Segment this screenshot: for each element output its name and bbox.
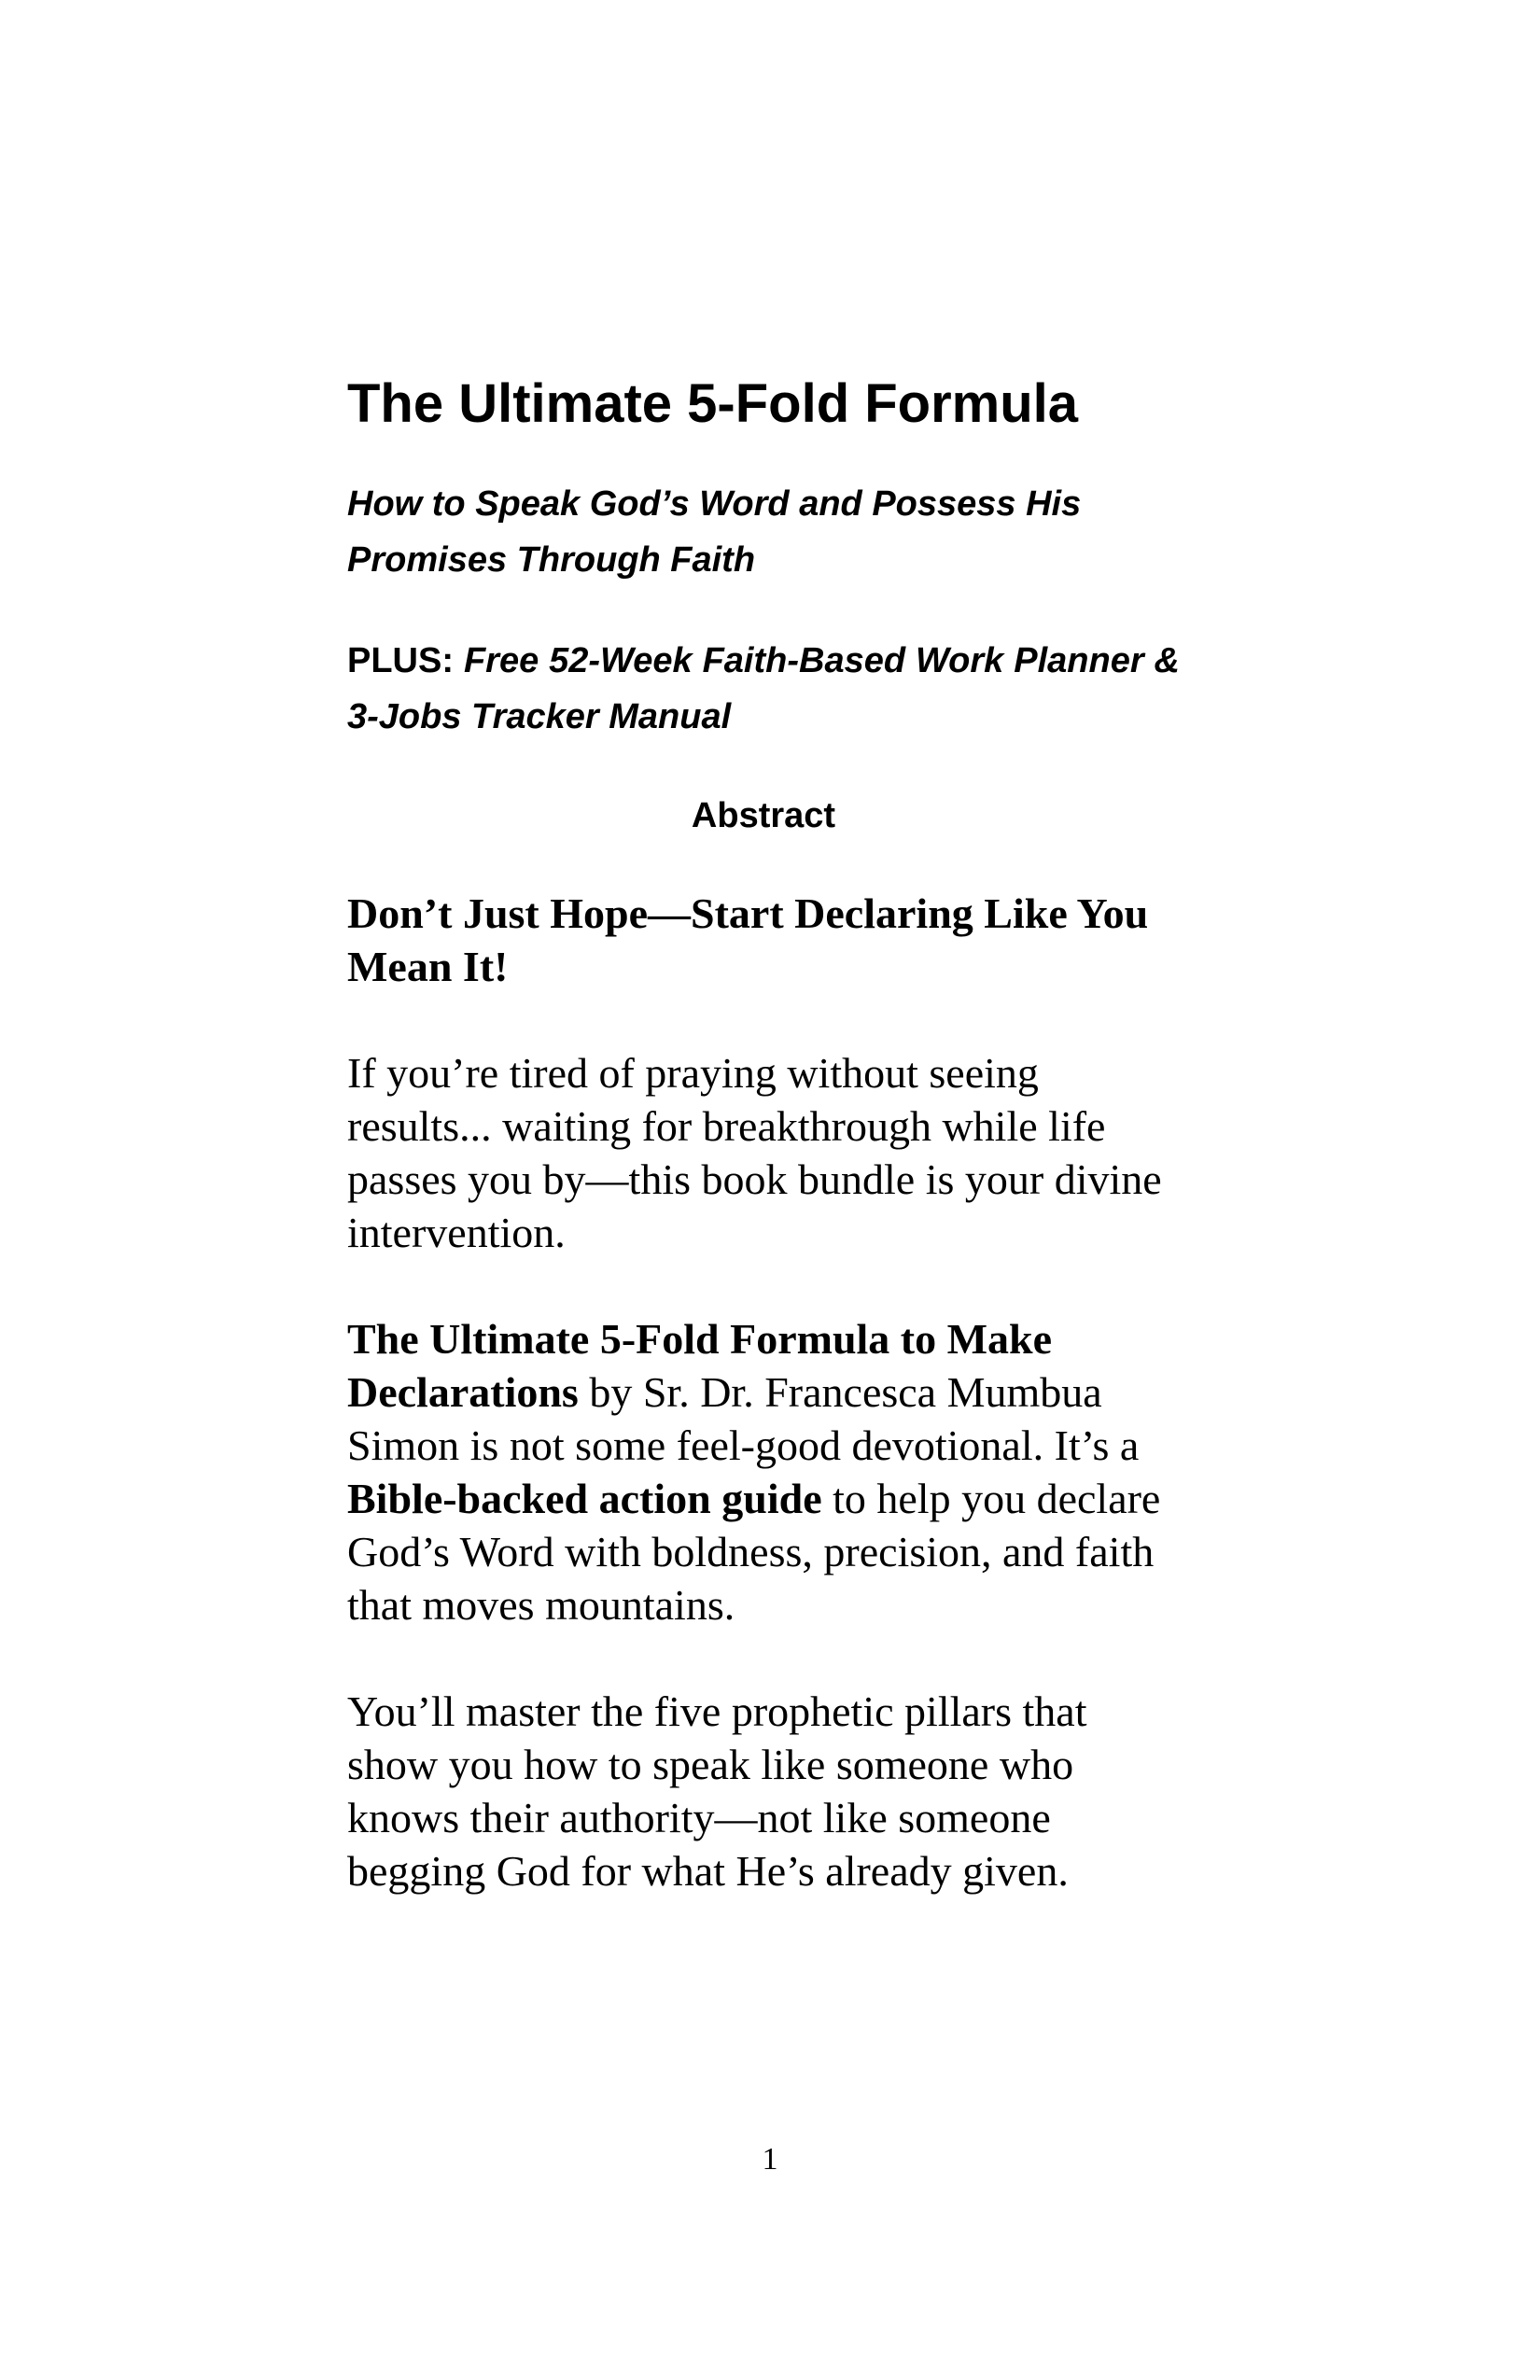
book-title-bold: The Ultimate 5-Fold Formula to Make Declarations	[347, 1314, 1053, 1416]
paragraph-pillars: You’ll master the five prophetic pillars that show you how to speak like someone who knows their authority—not like someone begging God for what He’s already given.	[347, 1687, 1087, 1895]
headline: Don’t Just Hope—Start Declaring Like You Mean It!	[347, 889, 1149, 990]
description-text-1: by Sr. Dr. Francesca Mumbua Simon is not some feel-good devotional. It’s a	[347, 1367, 1140, 1469]
page-title: The Ultimate 5-Fold Formula	[347, 373, 1079, 434]
paragraph-intro: If you’re tired of praying without seeing results... waiting for breakthrough while life passes you by—this book bundle is your divine intervention.	[347, 1048, 1162, 1256]
plus-text: Free 52-Week Faith-Based Work Planner & 3-Jobs Tracker Manual	[347, 640, 1180, 736]
action-guide-bold: Bible-backed action guide	[347, 1474, 822, 1522]
abstract-heading: Abstract	[691, 795, 836, 835]
plus-label: PLUS:	[347, 640, 454, 680]
plus-line	[347, 633, 1180, 745]
page-content	[347, 371, 1180, 1951]
subtitle: How to Speak God’s Word and Possess His Promises Through Faith	[347, 483, 1082, 580]
description-text-2: to help you declare God’s Word with boldness, precision, and faith that moves mountains.	[347, 1474, 1161, 1629]
page-number: 1	[762, 2142, 778, 2177]
paragraph-description	[347, 1312, 1180, 1631]
